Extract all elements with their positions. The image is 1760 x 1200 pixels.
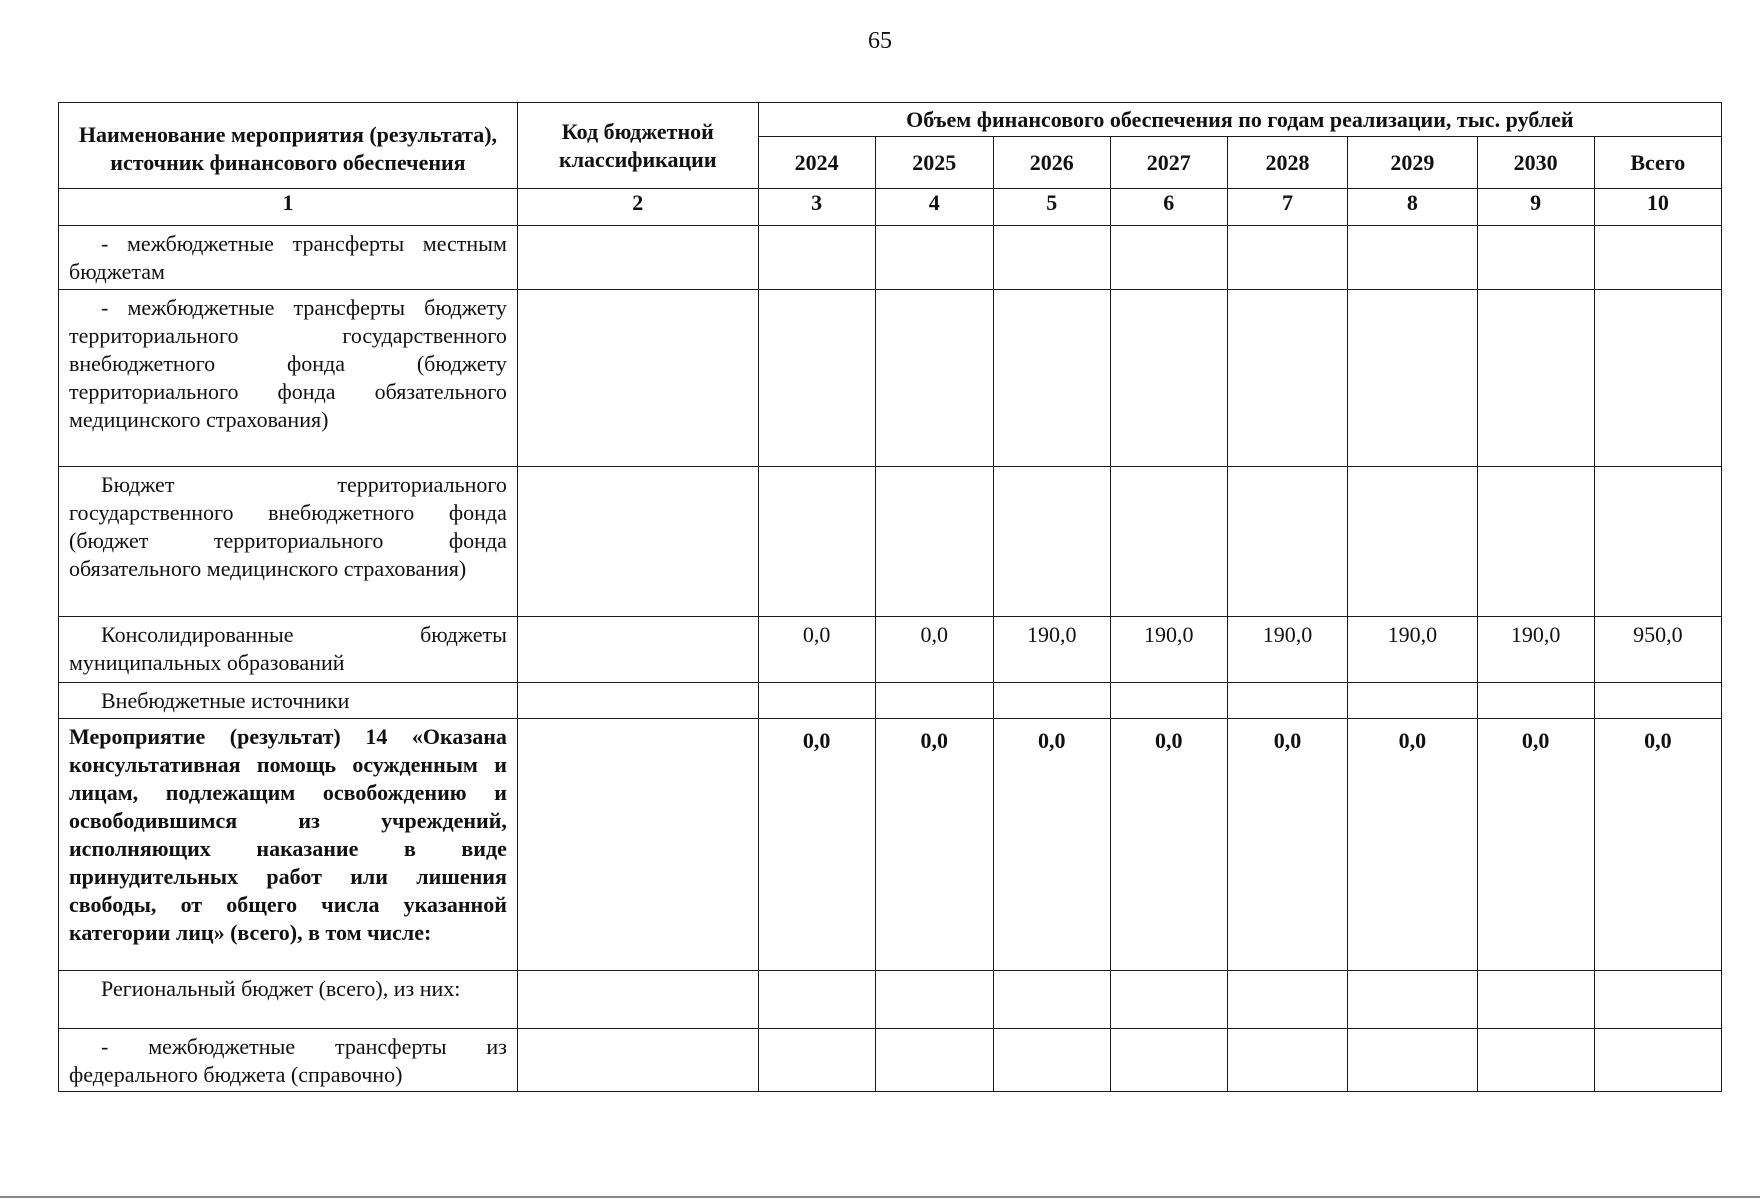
column-number: 6 bbox=[1110, 189, 1227, 226]
row-value bbox=[875, 290, 993, 467]
column-number: 7 bbox=[1227, 189, 1347, 226]
table-row bbox=[59, 1029, 1722, 1092]
row-value bbox=[993, 226, 1110, 290]
header-volume-col: Объем финансового обеспечения по годам реализации, тыс. рублей bbox=[758, 103, 1721, 137]
row-value bbox=[875, 971, 993, 1029]
header-year: 2027 bbox=[1110, 137, 1227, 189]
row-value bbox=[1227, 683, 1347, 719]
header-year: 2029 bbox=[1348, 137, 1477, 189]
row-value: 190,0 bbox=[993, 617, 1110, 683]
row-value bbox=[1227, 467, 1347, 617]
row-value bbox=[758, 467, 875, 617]
header-year: 2028 bbox=[1227, 137, 1347, 189]
table-row bbox=[59, 467, 1722, 617]
row-value bbox=[1348, 971, 1477, 1029]
row-value: 950,0 bbox=[1594, 617, 1721, 683]
row-value: 190,0 bbox=[1110, 617, 1227, 683]
row-value bbox=[875, 226, 993, 290]
row-value bbox=[1227, 226, 1347, 290]
row-value: 0,0 bbox=[1110, 719, 1227, 971]
row-code bbox=[517, 1029, 758, 1092]
row-value: 0,0 bbox=[1594, 719, 1721, 971]
column-number: 9 bbox=[1477, 189, 1594, 226]
row-value: 0,0 bbox=[1477, 719, 1594, 971]
header-year: 2026 bbox=[993, 137, 1110, 189]
row-value bbox=[993, 1029, 1110, 1092]
row-value: 0,0 bbox=[993, 719, 1110, 971]
row-label: Консолидированные бюджеты муниципальных образований bbox=[59, 617, 518, 683]
header-name-col: Наименование мероприятия (результата), источник финансового обеспечения bbox=[59, 103, 518, 189]
header-code-col: Код бюджетной классификации bbox=[517, 103, 758, 189]
row-value: 190,0 bbox=[1227, 617, 1347, 683]
table-row bbox=[59, 617, 1722, 683]
row-value bbox=[1110, 683, 1227, 719]
row-code bbox=[517, 617, 758, 683]
row-value: 0,0 bbox=[875, 617, 993, 683]
row-value bbox=[993, 683, 1110, 719]
row-code bbox=[517, 290, 758, 467]
row-value bbox=[875, 1029, 993, 1092]
row-value: 0,0 bbox=[758, 617, 875, 683]
column-number: 8 bbox=[1348, 189, 1477, 226]
header-total: Всего bbox=[1594, 137, 1721, 189]
row-value: 190,0 bbox=[1348, 617, 1477, 683]
row-value: 0,0 bbox=[1227, 719, 1347, 971]
row-value bbox=[875, 467, 993, 617]
column-number: 2 bbox=[517, 189, 758, 226]
column-number: 3 bbox=[758, 189, 875, 226]
row-code bbox=[517, 467, 758, 617]
column-number: 4 bbox=[875, 189, 993, 226]
row-value bbox=[1110, 226, 1227, 290]
budget-table bbox=[58, 102, 1722, 1092]
row-label: - межбюджетные трансферты местным бюджетам bbox=[59, 226, 518, 290]
row-code bbox=[517, 683, 758, 719]
row-value bbox=[1477, 290, 1594, 467]
row-value bbox=[1110, 467, 1227, 617]
row-value bbox=[1348, 226, 1477, 290]
page-bottom-rule bbox=[0, 1196, 1760, 1198]
row-value bbox=[1227, 1029, 1347, 1092]
row-value bbox=[1594, 290, 1721, 467]
row-label: Региональный бюджет (всего), из них: bbox=[59, 971, 518, 1029]
row-value bbox=[1477, 467, 1594, 617]
header-year: 2030 bbox=[1477, 137, 1594, 189]
row-value bbox=[1594, 226, 1721, 290]
row-label: - межбюджетные трансферты бюджету территориального государственного внебюджетного фонда (бюджету территориального фонда обязательного медицинского страхования) bbox=[59, 290, 518, 467]
row-value bbox=[1227, 971, 1347, 1029]
row-value: 0,0 bbox=[1348, 719, 1477, 971]
table-row bbox=[59, 683, 1722, 719]
row-value bbox=[1477, 226, 1594, 290]
column-number: 1 bbox=[59, 189, 518, 226]
row-value bbox=[1477, 971, 1594, 1029]
row-value bbox=[758, 290, 875, 467]
row-value bbox=[1594, 467, 1721, 617]
table-row bbox=[59, 290, 1722, 467]
row-label: - межбюджетные трансферты из федерального бюджета (справочно) bbox=[59, 1029, 518, 1092]
row-value bbox=[1110, 971, 1227, 1029]
row-value bbox=[875, 683, 993, 719]
row-value bbox=[1110, 1029, 1227, 1092]
row-value: 0,0 bbox=[758, 719, 875, 971]
row-value bbox=[1477, 683, 1594, 719]
column-number: 5 bbox=[993, 189, 1110, 226]
row-value bbox=[1594, 971, 1721, 1029]
row-value bbox=[758, 1029, 875, 1092]
table-row bbox=[59, 971, 1722, 1029]
row-value: 190,0 bbox=[1477, 617, 1594, 683]
row-value bbox=[1594, 1029, 1721, 1092]
row-value bbox=[758, 683, 875, 719]
row-value bbox=[1227, 290, 1347, 467]
row-value bbox=[993, 467, 1110, 617]
row-label: Внебюджетные источники bbox=[59, 683, 518, 719]
row-value bbox=[1477, 1029, 1594, 1092]
row-value bbox=[1348, 1029, 1477, 1092]
row-value bbox=[758, 226, 875, 290]
row-label: Мероприятие (результат) 14 «Оказана консультативная помощь осужденным и лицам, подлежащим освобождению и освободившимся из учреждений, исполняющих наказание в виде принудительных работ или лишения свободы, от общего числа указанной категории лиц» (всего), в том числе: bbox=[59, 719, 518, 971]
table-row bbox=[59, 719, 1722, 971]
row-value bbox=[1110, 290, 1227, 467]
row-label: Бюджет территориального государственного внебюджетного фонда (бюджет территориального фонда обязательного медицинского страхования) bbox=[59, 467, 518, 617]
row-value bbox=[1594, 683, 1721, 719]
row-value bbox=[993, 290, 1110, 467]
row-code bbox=[517, 226, 758, 290]
header-year: 2024 bbox=[758, 137, 875, 189]
column-number-row bbox=[59, 189, 1722, 226]
row-value bbox=[1348, 683, 1477, 719]
page-number: 65 bbox=[868, 28, 892, 54]
row-value bbox=[758, 971, 875, 1029]
row-value bbox=[993, 971, 1110, 1029]
column-number: 10 bbox=[1594, 189, 1721, 226]
row-value: 0,0 bbox=[875, 719, 993, 971]
header-year: 2025 bbox=[875, 137, 993, 189]
row-code bbox=[517, 971, 758, 1029]
row-value bbox=[1348, 290, 1477, 467]
table-row bbox=[59, 226, 1722, 290]
row-code bbox=[517, 719, 758, 971]
row-value bbox=[1348, 467, 1477, 617]
